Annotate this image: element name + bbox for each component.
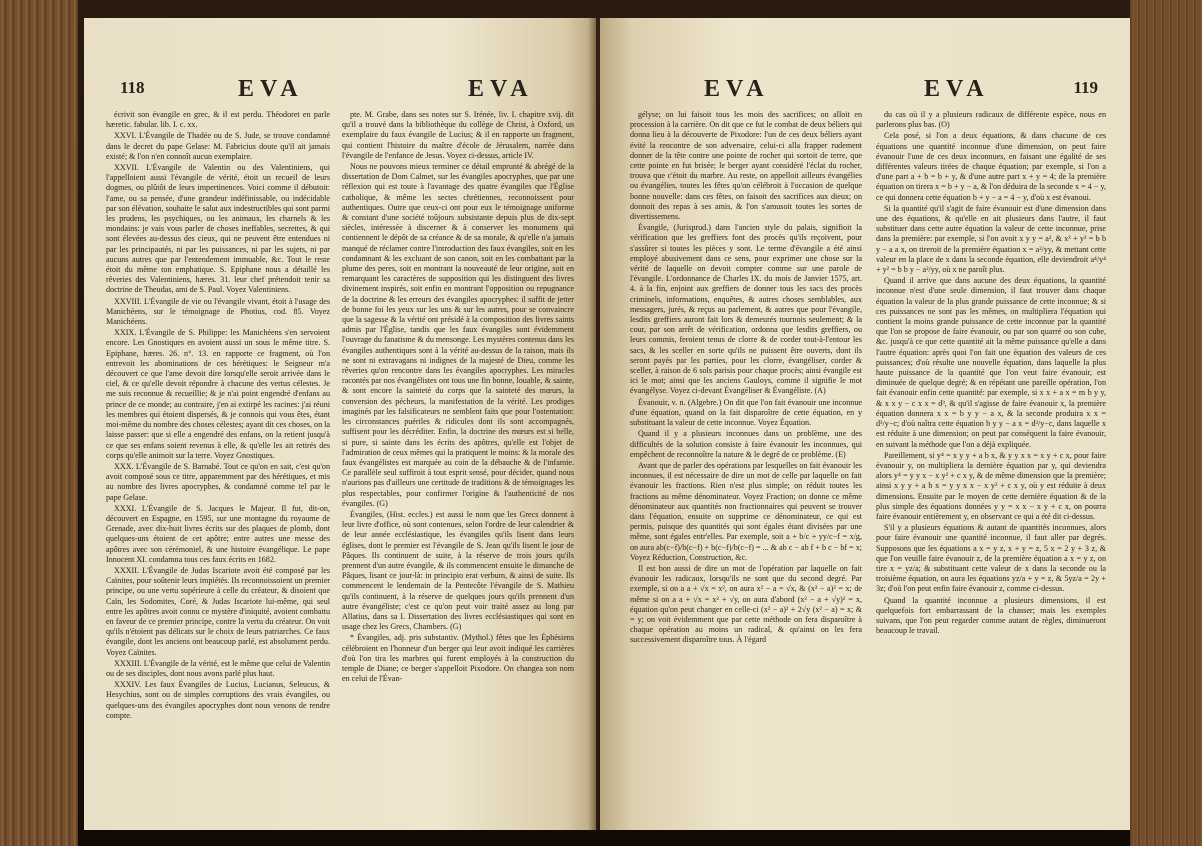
running-head-left: EVA [704, 76, 770, 102]
paragraph: gélyse; on lui faisoit tous les mois des sacrifices; on alloit en procession à la carrière. On dit que ce fut le combat de deux béliers qui donna lieu à la découverte de Pixodore: l'un de ces deux béliers ayant évité la rencontre de son adversaire, celui-ci alla frapper rudement donner de la tête contre une pointe de rocher qui sortoit de terre, que cette pointe en fut brisée; le berger ayant considéré l'éclat du rocher, trouva que c'étoit du marbre. Au reste, on appelloit ailleurs évangélies ou évangélies, toutes les fêtes qu'on célébroit à l'occasion de quelque bonne nouvelle: dans ces fêtes, on faisoit des sacrifices aux dieux; on donnoit des repas à ses amis, & l'on s'amusoit toutes les sortes de divertissemens. [630, 110, 862, 222]
right-page-header [624, 76, 1106, 106]
page-number: 119 [1073, 78, 1098, 97]
paragraph: Cela posé, si l'on a deux équations, & dans chacune de ces équations une quantité inconnue d'une dimension, on peut faire évanouir l'une de ces deux inconnues, en faisant une égalité de ses différentes valeurs tirées de chaque équation; par exemple, si l'on a d'une part a + b = b + y, & d'une autre part x + y = 4; de la première équation on tirera x = b + y − a, & l'on déduira de la seconde x = 4 − y, ce qui donnera cette équation b + y − a = 4 − y, d'où x est évanoui. [876, 131, 1106, 202]
paragraph: XXXI. L'Évangile de S. Jacques le Majeur. Il fut, dit-on, découvert en Espagne, en 1595, sur une montagne du royaume de Grenade, avec dix-huit livres écrits sur des plaques de plomb, dont quelques-uns étoient de cet apôtre; entre autres une messe des apôtres avec son cérémoniel, & une histoire évangélique. Le pape Innocent XI. condamna tous ces faux écrits en 1682. [106, 503, 330, 564]
paragraph: Évanouir, v. n. (Algebre.) On dit que l'on fait évanouir une inconnue d'une équation, quand on la fait disparoître de cette équation, en y substituant la valeur de cette inconnue. Voyez Équation. [630, 397, 862, 428]
paragraph: Avant que de parler des opérations par lesquelles on fait évanouir les inconnues, il est nécessaire de dire un mot de celle par laquelle on fait évanouir les fractions. Rien n'est plus simple; on réduit toutes les fractions au même dénominateur. Voyez Fraction; on donne ce même dénominateur aux quantités non fractionnaires qui peuvent se trouver dans l'équation, ensuite on supprime ce dénominateur, ce qui est permis, puisque des quantités qui sont égales étant divisées par une même, sont égales entr'elles. Par exemple, soit a + b/c + yy/c−f = x/g, on aura ab(c−f)/b(c−f) + b(c−f)/b(c−f) = ... & ab c − ab f + b c − bf = x; Voyez Réduction, Construction, &c. [630, 460, 862, 562]
paragraph: Nous ne pouvons mieux terminer ce détail emprunté & abrégé de la dissertation de Dom Calmet, sur les évangiles apocryphes, que par une réflexion qui est toute à l'avantage des quatre évangiles que l'Église catholique, & même les sectes chrétiennes, reconnoissent pour authentiques. Outre que ceux-ci ont pour eux le témoignage uniforme & constant d'une société toûjours subsistante depuis plus de dix-sept siècles, intéressée à discerner & à conserver les monumens qui contiennent le dépôt de sa créance & de sa morale, & qu'elle n'a jamais manqué de réclamer contre l'introduction des faux évangiles, soit en les condamnant & les excluant de son canon, soit en les combattant par la plume des peres, soit en montrant la nouveauté de leur origine, soit en remarquant les caractères de supposition qui les distinguent des livres divinement inspirés, soit enfin en montrant l'opposition ou repugnance de la doctrine & les erreurs des évangiles apocryphes: il suffit de jetter de bonne foi les yeux sur les uns & sur les autres, pour se convaincre que la sagesse & la vérité ont présidé à la composition des livres saints admis par l'Église, tandis que les faux évangiles sont évidemment l'ouvrage du fanatisme & du mensonge. Les mystères contenus dans les évangiles authentiques sont à la vérité au-dessus de la raison, mais ils ne sont ni extravagans ni indignes de la majesté de Dieu, comme les rêveries qu'on rencontre dans les évangiles apocryphes. Les miracles racontés par nos évangélistes ont tous une fin bonne, louable, & sainte, & sont encore la sainteté du corps que la sainteté des mœurs, la conversion des pécheurs, la manifestation de la vérité. Les prodiges imaginés par les falsificateurs ne semblent faits que pour l'ostentation: les circonstances puériles & ridicules dont ils sont accompagnés, suffisent pour les décréditer. Enfin, la doctrine des mœurs est si belle, si pure, si sainte dans les écrits des apôtres, qu'elle est l'objet de l'admiration de ceux mêmes qui la pratiquent le moins: & la morale des faux évangélistes est marquée au coin de la débauche & de l'infamie. Ce parallèle seul suffiroit à tout esprit sensé, pour décider, quand nous n'aurions pas d'ailleurs une certitude de traditions & de témoignages les plus respectables, pour confirmer l'origine & l'authenticité de nos évangiles. (G) [342, 162, 574, 508]
left-page-column-2 [342, 110, 574, 806]
paragraph: Si la quantité qu'il s'agit de faire évanouir est d'une dimension dans une des équations, & qu'elle en ait plusieurs dans l'autre, il faut substituer dans cette autre équation la valeur de cette inconnue, prise dans la première: par exemple, si l'on avoit x y y = a², & x² + y² = b b y − a a x, on tireroit de la première équation x = a²/yy, & mettant cette valeur en la place de x dans la seconde équation, elle deviendroit a⁴/y⁴ + y² = b b y − a²/yy, où x ne paroît plus. [876, 203, 1106, 275]
running-head-left: EVA [238, 76, 304, 102]
paragraph: XXVIII. L'Évangile de vie ou l'évangile vivant, étoit à l'usage des Manichéens, sur le témoignage de Photius, cod. 85. Voyez Manichéens. [106, 296, 330, 327]
paragraph: XXXII. L'Évangile de Judas Iscariote avoit été composé par les Caïnites, pour soûtenir leurs impiétés. Ils reconnoissoient un premier principe, ou une vertu supérieure à celle du créateur, & disoient que Caïn, les Sodomites, Coré, & Judas Iscariote lui-même, qui seul entre les apôtres avoit connu ce mystère d'iniquité, avoient combattu en faveur de ce premier principe, contre la vertu du créateur. On voit qu'ils n'étoient pas délicats sur le choix de leurs patriarches. Ce faux évangile, dont les anciens ont beaucoup parlé, est absolument perdu. Voyez Caïnites. [106, 565, 330, 657]
paragraph: XXVII. L'Évangile de Valentin ou des Valentiniens, qui l'appelloient aussi l'évangile de vérité, étoit un recueil de leurs dogmes, ou plûtôt de leurs impertinences. Voici comme il débutoit: l'ame, ou sa pensée, d'une grandeur indéfinissable, ou indécidable par son élévation, souhaite le salut aux indestructibles qui sont parmi les prudens, les psychiques, ou les animaux, les charnels & les mondains: je vais vous parler de choses ineffables, secrettes, & qui sont élevées au-dessus des cieux, qui ne peuvent être entendues ni par les principautés, ni par les puissances, ni par les sujets, ni par aucuns autres que par l'entendement immuable, &c. Tout le reste étoit du même ton emphatique. S. Epiphane nous a détaillé les rêveries des Valentiniens, hæres. 31. leur chef prétendoit tenir sa doctrine de Theudas, ami de S. Paul. Voyez Valentiniens. [106, 163, 330, 295]
page-number: 118 [120, 78, 145, 97]
paragraph: XXXIII. L'Évangile de la vérité, est le même que celui de Valentin ou de ses disciples, dont nous avons parlé plus haut. [106, 658, 330, 678]
paragraph: Évangiles, (Hist. eccles.) est aussi le nom que les Grecs donnent à leur livre d'office, où sont contenues, selon l'ordre de leur calendrier & de leur année ecclésiastique, les évangiles qu'ils lisent dans leurs églises, dont le premier est l'évangile de S. Jean qu'ils lisent le jour de Pâques. Ils continuent de suite, à la réserve de trois jours qu'ils prennent d'un autre évangile, & ils commencent ensuite le dimanche de Pâques, lisant ce jour-là: in principio erat verbum, & ainsi de suite. Ils commencent le lendemain de la Pentecôte l'évangile de S. Mathieu qu'ils continuent, à la réserve de quelques jours qu'ils prennent d'un autre évangéliste; c'est ce qu'on peut voir traité assez au long par Allatius, dans sa I. Dissertation des livres ecclésiastiques qui sont en usage chez les Grecs, Chambers. (G) [342, 509, 574, 632]
left-page-header [108, 76, 572, 106]
right-page-column-2 [876, 110, 1106, 806]
paragraph: Évangile, (Jurisprud.) dans l'ancien style du palais, signifioit la vérification que les greffiers font des procès qu'ils reçoivent, pour s'assûrer si toutes les pièces y sont. Le terme d'évangile a été ainsi employé abusivement dans ce sens, pour exprimer une chose sur la vérité de laquelle on devoit compter comme sur une parole de l'évangile. L'ordonnance de Charles IX. du mois de Janvier 1575, art. 4. à la fin, enjoint aux greffiers de donner tous les sacs des procès criminels, informations, enquêtes, & autres choses semblables, aux messagers, jurés, & reçus au parlement, & autres que pour l'évangile, lesdits greffiers auront fait lors & demeurés tournois seulement; & la cour, par son arrêt de vérification, ordonna que lesdits greffiers, ou leurs commis, feroient tenus de clorre & de corder tout-à-l'entour les sacs, & les sceller en sorte qu'ils ne puissent être ouverts, dont ils seront payés par les parties, pour les clorre, évangéliser, corder & sceller, à raison de 6 sols parisis pour chaque procès; ainsi évangile est ici le mot; ainsi que les anciens Gauloys, comme il signifie le mot évangélyse. Voyez ci-devant Évangéliser & Évangéliste. (A) [630, 223, 862, 396]
paragraph: pte. M. Grabe, dans ses notes sur S. Irénée, liv. I. chapitre xvij. dit qu'il a trouvé dans la bibliothèque du collège de Christ, à Oxford, un exemplaire du faux évangile de Lucius; & il en rapporte un fragment, qui contient l'histoire du maître d'école de Jérusalem, narrée dans l'évangile de l'enfance de Jesus. Voyez ci-dessus, article IV. [342, 110, 574, 160]
paragraph: XXX. L'Évangile de S. Barnabé. Tout ce qu'on en sait, c'est qu'on avoit composé sous ce titre, apparemment par des hérétiques, et mis au nombre des livres apocryphes, & condamné comme tel par le pape Gelase. [106, 461, 330, 502]
paragraph: Pareillement, si y⁴ = x y y + a b x, & y y x x = x y + c x, pour faire évanouir y, on multipliera la dernière équation par y, qui deviendra alors y⁴ = y y x − x y² + c x y, & de même dimension que la première; ainsi x y y + a b x = y y x x − x y² + c x y, où y est réduite à deux dimensions. Ensuite par le moyen de cette dernière équation & de la plus simple des équations données y y = x x − x y + c x, on pourra faire évanouir entièrement y, en observant ce qui a été dit ci-dessus. [876, 450, 1106, 521]
paragraph: du cas où il y a plusieurs radicaux de différente espèce, nous en parlerons plus bas. (O) [876, 110, 1106, 130]
paragraph: XXXIV. Les faux Évangiles de Lucius, Lucianus, Seleucus, & Hesychius, sont ou de simples corruptions des vrais évangiles, ou quelques-uns des évangiles apocryphes dont nous venons de rendre compte. [106, 680, 330, 720]
paragraph: Il est bon aussi de dire un mot de l'opération par laquelle on fait évanouir les radicaux, lorsqu'ils ne sont que du second degré. Par exemple, si on a a + √x = x², on aura x² − a = √x, & (x² − a)² = x; de même si on a a + √x = x² + √y, on aura d'abord (x² − a + √y)² = x, équation qu'on peut changer en celle-ci (x² − a)² + 2√y (x² − a) = x; & = y; on voit évidemment que par cette méthode on fera disparoître à chaque opération au moins un radical, & qu'ainsi on les fera successivement disparoître tous. À l'égard [630, 563, 862, 645]
paragraph: XXIX. L'Évangile de S. Philippe: les Manichéens s'en servoient encore. Les Gnostiques en avoient aussi un sous le même titre. S. Epiphane, hæres. 26. n°. 13. en rapporte ce fragment, où l'on entrevoit les abominations de ces hérétiques: le Seigneur m'a découvert ce que l'ame devoit dire lorsqu'elle seroit arrivée dans le ciel, & ce qu'elle devoit répondre à chacune des vertus célestes. Je me suis reconnue & recueillie; & je n'ai point engendré d'enfans au prince de ce monde; au contraire, j'en ai extirpé les racines: j'ai réuni les membres qui étoient dispersés, & je connois qui vous êtes, étant moi-même du nombre des choses célestes; ayant dit ces choses, on la laisse passer: que si elle a engendré des enfans, on la retient jusqu'à ce que ses enfans soient revenus à elle, & qu'elle les ait retirés des corps qu'elle animoit sur la terre. Voyez Gnostiques. [106, 328, 330, 460]
paragraph: * Évangiles, adj. pris substantiv. (Mythol.) fêtes que les Éphésiens célébroient en l'honneur d'un berger qui leur avoit indiqué les carrières d'où l'on tira les marbres qui furent employés à la construction du temple de Diane; ce berger s'appelloit Pixodore. On changea son nom en celui de l'Évan- [342, 633, 574, 684]
left-page-column-1 [106, 110, 330, 806]
paragraph: S'il y a plusieurs équations & autant de quantités inconnues, alors pour faire évanouir une quantité inconnue, il faut aller par degrés. Supposons que les équations a x = y z, x + y = z, 5 x = 2 y + 3 z, & que l'on veuille faire évanouir z, de la première équation a x = y z, on tire x = yz/a; & substituant cette valeur de x dans la seconde ou la troisième équation, on aura les équations yz/a + y = z, & 5yz/a = 2y + 3z; d'où l'on peut enfin faire évanouir z, comme ci-dessus. [876, 523, 1106, 594]
book-edge-left [0, 0, 78, 846]
paragraph: Quand il y a plusieurs inconnues dans un problème, une des difficultés de la solution consiste à faire évanouir les inconnues, qui empêchent de reconnoître la nature & le degré de ce problème. (E) [630, 429, 862, 459]
book-edge-right [1130, 0, 1202, 846]
right-page [600, 18, 1130, 830]
right-page-column-1 [630, 110, 862, 806]
running-head-right: EVA [924, 76, 990, 102]
paragraph: XXVI. L'Évangile de Thadée ou de S. Jude, se trouve condamné dans le decret du pape Gelase: M. Fabricius doute qu'il ait jamais existé; & l'on n'en connoît aucun exemplaire. [106, 131, 330, 161]
paragraph: écrivit son évangile en grec, & il est perdu. Théodoret en parle hæretic. fabular. lib. I. c. xx. [106, 110, 330, 130]
left-page [84, 18, 596, 830]
running-head-right: EVA [468, 76, 534, 102]
paragraph: Quand la quantité inconnue a plusieurs dimensions, il est quelquefois fort embarrassant de la chasser; mais les exemples suivans, que l'on peut regarder comme autant de règles, diminueront beaucoup le travail. [876, 595, 1106, 636]
paragraph: Quand il arrive que dans aucune des deux équations, la quantité inconnue n'est d'une seule dimension, il faut trouver dans chaque équation la valeur de la plus grande puissance de cette inconnue; & si ces puissances ne sont pas les mêmes, on multipliera l'équation qui contient la moins grande puissance de cette inconnue par la quantité que l'on se propose de faire évanouir, ou par son quarré ou son cube, &c. jusqu'à ce que cette quantité ait la même puissance qu'elle a dans l'autre équation: après quoi l'on fait une équation des valeurs de ces puissances; d'où résulte une nouvelle équation, dans laquelle la plus haute puissance de la quantité que l'on veut faire évanouir, est diminuée de quelque degré; & en répétant une pareille opération, l'on fait évanouir enfin cette quantité: par exemple, si x x + a x = m b y y, & x x y − c x x = d³, & qu'il s'agisse de faire évanouir x, la première équation donnera x x = b y y − a x, & la seconde produira x x = d³/y−c; d'où naîtra cette équation b y y − a x = d³/y−c, dans laquelle x est réduite à une dimension; on peut par conséquent la faire évanouir, en suivant la méthode que l'on a déjà expliquée. [876, 276, 1106, 449]
